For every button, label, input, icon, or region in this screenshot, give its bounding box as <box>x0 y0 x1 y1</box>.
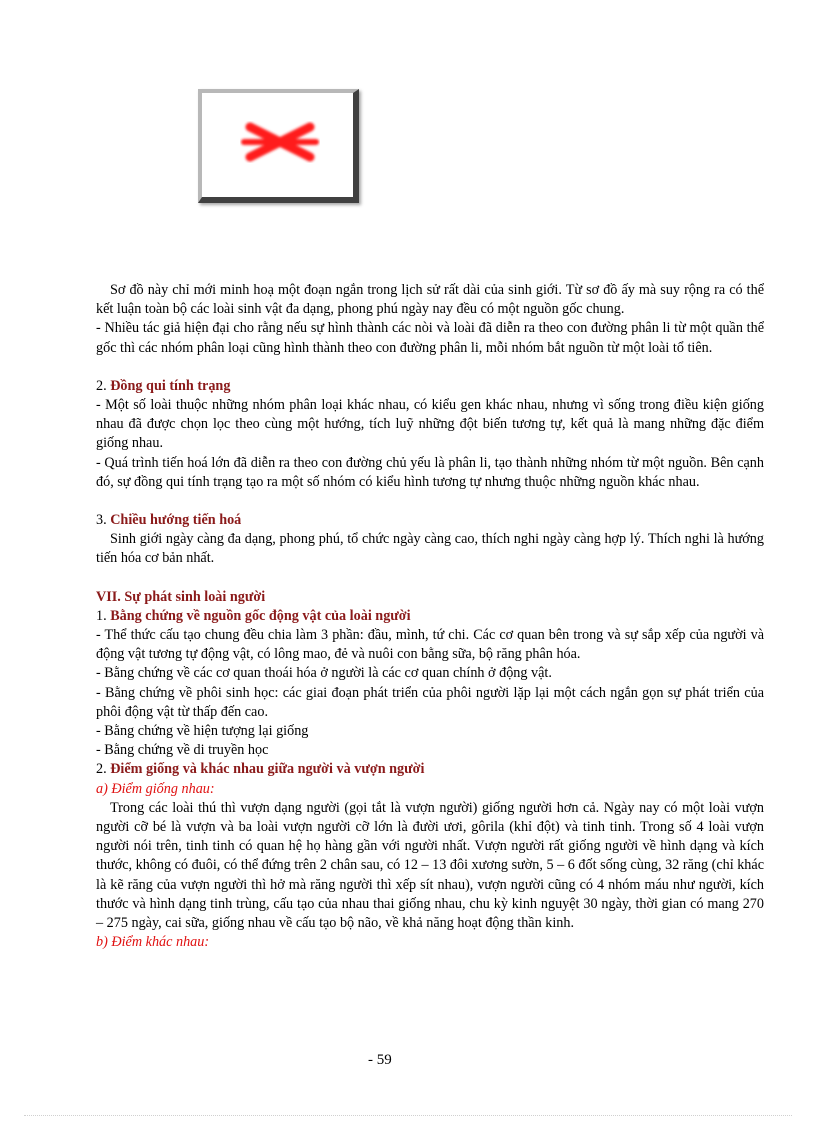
page-number: - 59 <box>368 1052 392 1068</box>
similarities-paragraph: Trong các loài thú thì vượn dạng người (gọi tắt là vượn người) giống người hơn cả. Ngày nay có một loài vượn người cỡ bé là vượn và ba loài vượn người cỡ lớn là đười ươi, gôrila (khỉ đột) và tinh tinh. Trong số 4 loài vượn người nói trên, tinh tinh có quan hệ họ hàng gần với người nhất. Vượn người rất giống người về hình dạng và kích thước, không có đuôi, có thể đứng trên 2 chân sau, có 12 – 13 đôi xương sườn, 5 – 6 đốt sống cùng, 32 răng (chỉ khác là kẽ răng của vượn người thì hở mà răng người thì xếp sít nhau), vượn người cũng có 4 nhóm máu như người, kích thước và hình dạng tinh trùng, cấu tạo của nhau thai giống nhau, chu kỳ kinh nguyệt 30 ngày, thời gian có mang 270 – 275 ngày, cai sữa, giống nhau về cấu tạo bộ não, về khả năng hoạt động thần kinh. <box>96 799 764 932</box>
document-body <box>96 281 764 953</box>
missing-image-placeholder <box>198 89 359 203</box>
evidence-item: - Thể thức cấu tạo chung đều chia làm 3 phần: đầu, mình, tứ chi. Các cơ quan bên trong và sự sắp xếp của người và động vật tương tự động vật, có lông mao, đẻ và nuôi con bằng sữa, bộ răng phân hóa. <box>96 627 764 663</box>
red-x-icon <box>240 119 320 165</box>
intro-paragraph: Sơ đồ này chỉ mới minh hoạ một đoạn ngắn trong lịch sử rất dài của sinh giới. Từ sơ đồ ấy mà suy rộng ra có thể kết luận toàn bộ các loài sinh vật đa dạng, phong phú ngày nay đều có một nguồn gốc chung. <box>96 282 764 318</box>
evidence-item: - Bằng chứng về hiện tượng lại giống <box>96 723 309 740</box>
footer-divider <box>24 1115 792 1116</box>
section-2-paragraph: - Một số loài thuộc những nhóm phân loại khác nhau, có kiểu gen khác nhau, nhưng vì sống trong điều kiện giống nhau đã được chọn lọc theo cùng một hướng, tích luỹ những đột biến tương tự, kết quả là mang những đặc điểm giống nhau. <box>96 397 764 452</box>
evidence-item: - Bằng chứng về phôi sinh học: các giai đoạn phát triển của phôi người lặp lại một cách ngắn gọn sự phát triển của phôi động vật từ thấp đến cao. <box>96 684 764 720</box>
section-2-heading: 2. Đồng qui tính trạng <box>96 377 231 394</box>
section-7-1-heading: 1. Bằng chứng về nguồn gốc động vật của loài người <box>96 607 411 624</box>
section-3-heading: 3. Chiều hướng tiến hoá <box>96 512 242 529</box>
section-2-paragraph: - Quá trình tiến hoá lớn đã diễn ra theo con đường chủ yếu là phân li, tạo thành những nhóm từ một nguồn. Bên cạnh đó, sự đồng qui tính trạng tạo ra một số nhóm có kiểu hình tương tự nhưng thuộc những nguồn khác nhau. <box>96 454 764 490</box>
similarities-heading: a) Điểm giống nhau: <box>96 780 215 797</box>
section-7-2-heading: 2. Điểm giống và khác nhau giữa người và vượn người <box>96 761 425 778</box>
intro-paragraph: - Nhiều tác giả hiện đại cho rằng nếu sự hình thành các nòi và loài đã diễn ra theo con đường phân li từ một quần thể gốc thì các nhóm phân loại cũng hình thành theo con đường phân li, mỗi nhóm bắt nguồn từ một loài tổ tiên. <box>96 320 764 356</box>
section-7-heading: VII. Sự phát sinh loài người <box>96 588 266 605</box>
section-3-paragraph: Sinh giới ngày càng đa dạng, phong phú, tổ chức ngày càng cao, thích nghi ngày càng hợp lý. Thích nghi là hướng tiến hóa cơ bản nhất. <box>96 531 764 567</box>
differences-heading: b) Điểm khác nhau: <box>96 934 210 951</box>
evidence-item: - Bằng chứng về di truyền học <box>96 742 269 759</box>
evidence-item: - Bằng chứng về các cơ quan thoái hóa ở người là các cơ quan chính ở động vật. <box>96 665 552 682</box>
